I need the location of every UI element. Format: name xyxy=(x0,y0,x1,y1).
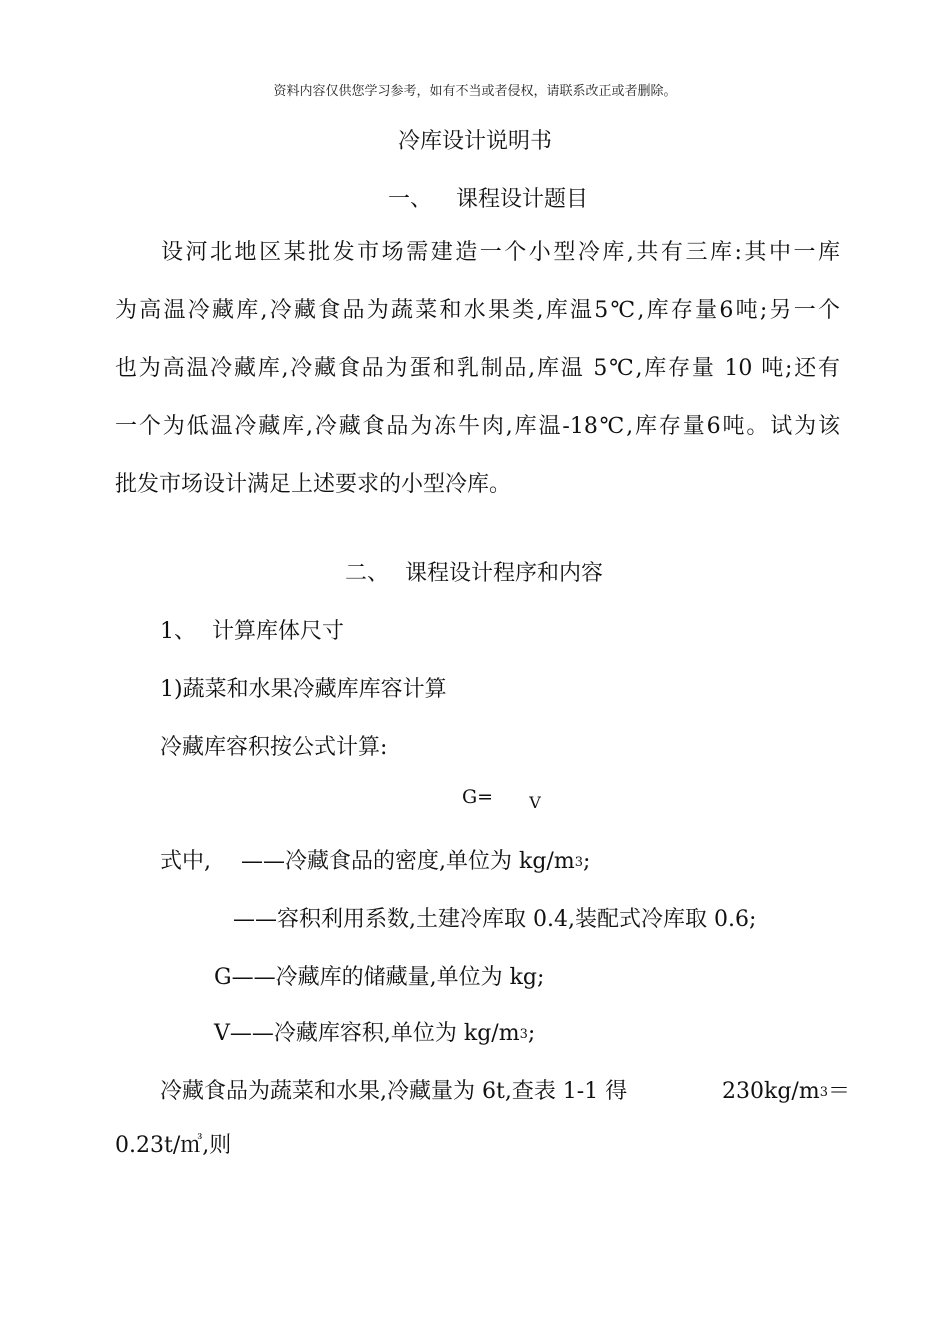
problem-line: 设河北地区某批发市场需建造一个小型冷库,共有三库:其中一库 xyxy=(161,240,840,265)
definition-text: ——容积利用系数,土建冷库取 0.4,装配式冷库取 0.6; xyxy=(233,907,757,932)
section-1-title: 课程设计题目 xyxy=(456,187,589,212)
section-1-heading xyxy=(388,182,588,213)
section-1-number: 一、 xyxy=(388,187,433,212)
definition-utilization xyxy=(233,902,756,933)
calculation-line-1 xyxy=(160,1074,627,1105)
definition-tail: ; xyxy=(582,849,591,874)
definition-lead: V xyxy=(214,1021,230,1046)
density-value: 230kg/m xyxy=(722,1079,820,1104)
definition-tail: ; xyxy=(527,1021,536,1046)
subsection-1-heading: 1)蔬菜和水果冷藏库库容计算 xyxy=(160,677,447,702)
calculation-density-value xyxy=(722,1074,850,1105)
step-1-heading xyxy=(160,614,344,645)
definition-storage xyxy=(214,960,544,991)
definition-lead: 式中, xyxy=(160,849,211,874)
section-2-heading xyxy=(345,556,603,587)
calculation-line-2: 0.23t/㎥,则 xyxy=(115,1133,232,1158)
density-superscript: 3 xyxy=(819,1085,828,1100)
formula-rhs: V xyxy=(529,793,541,812)
definition-superscript: 3 xyxy=(519,1027,528,1042)
header-note: 资料内容仅供您学习参考，如有不当或者侵权，请联系改正或者删除。 xyxy=(273,84,677,99)
problem-line: 批发市场设计满足上述要求的小型冷库。 xyxy=(115,472,512,497)
step-1-number: 1、 xyxy=(160,619,196,644)
problem-line: 也为高温冷藏库,冷藏食品为蛋和乳制品,库温 5℃,库存量 10 吨;还有 xyxy=(115,356,840,381)
definition-text: ——冷藏食品的密度,单位为 kg/m xyxy=(241,849,575,874)
definition-text: ——冷藏库的储藏量,单位为 kg; xyxy=(231,965,545,990)
problem-line: 为高温冷藏库,冷藏食品为蔬菜和水果类,库温5℃,库存量6吨;另一个 xyxy=(115,298,840,323)
problem-paragraph xyxy=(115,224,840,514)
section-2-number: 二、 xyxy=(345,561,390,586)
step-1-title: 计算库体尺寸 xyxy=(212,619,345,644)
section-2-title: 课程设计程序和内容 xyxy=(405,561,604,586)
definition-density xyxy=(160,844,590,875)
equals-sign: ＝ xyxy=(827,1079,850,1104)
formula xyxy=(462,786,541,812)
definition-superscript: 3 xyxy=(574,855,583,870)
formula-lhs: G= xyxy=(462,786,494,808)
definition-volume xyxy=(214,1016,535,1047)
document-title: 冷库设计说明书 xyxy=(397,129,552,154)
definition-lead: G xyxy=(214,965,232,990)
formula-intro: 冷藏库容积按公式计算: xyxy=(160,735,388,760)
definition-text: ——冷藏库容积,单位为 kg/m xyxy=(229,1021,520,1046)
problem-line: 一个为低温冷藏库,冷藏食品为冻牛肉,库温-18℃,库存量6吨。试为该 xyxy=(115,414,840,439)
calculation-text: 冷藏食品为蔬菜和水果,冷藏量为 6t,查表 1-1 得 xyxy=(160,1079,628,1104)
